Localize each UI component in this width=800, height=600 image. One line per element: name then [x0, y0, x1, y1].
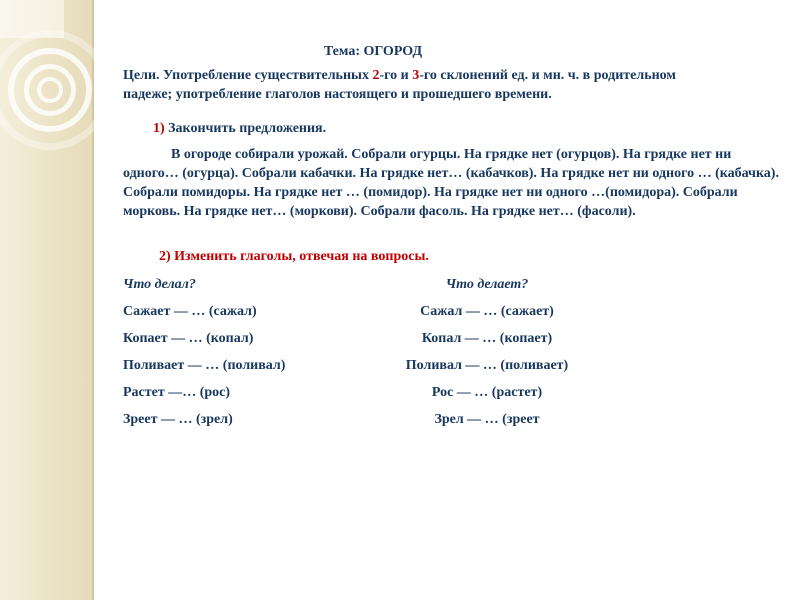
verbs-row — [123, 302, 784, 321]
decorative-ring-small — [37, 77, 63, 103]
verbs-row — [123, 410, 784, 429]
goals-number-3: 3 — [412, 68, 420, 83]
verb-cell-left: Сажает — … (сажал) — [123, 304, 257, 319]
verbs-table — [123, 275, 784, 429]
task2-heading — [159, 247, 784, 266]
verb-cell-right: Зрел — … (зреет — [434, 412, 540, 427]
left-decorative-strip — [0, 0, 94, 600]
goals-number-2: 2 — [372, 68, 380, 83]
verb-cell-left: Растет —… (рос) — [123, 385, 231, 400]
verb-cell-left: Поливает — … (поливал) — [123, 358, 286, 373]
task1-label: Закончить предложения. — [164, 121, 327, 136]
verbs-header-row — [123, 275, 784, 294]
goals-text-part1: Цели. Употребление существительных — [123, 68, 373, 83]
task1-number: 1) — [153, 121, 165, 136]
exercise-paragraph: В огороде собирали урожай. Собрали огурцы. На грядке нет (огурцов). На грядке нет ни одного… (огурца). Собрали кабачки. На грядке нет… (кабачков). На грядке нет ни одного … (кабачка). Собрали помидоры. На грядке нет … (помидор). На грядке нет ни одного …(помидора). Собрали морковь. На грядке нет… (моркови). Собрали фасоль. На грядке нет… (фасоли). — [123, 147, 779, 219]
task2-number: 2) — [159, 249, 171, 264]
verbs-right-header: Что делает? — [445, 277, 529, 292]
verbs-row — [123, 383, 784, 402]
goals-text-part2: -го и — [379, 68, 413, 83]
task1-heading — [153, 119, 784, 138]
verbs-left-header: Что делал? — [123, 277, 196, 292]
verb-cell-left: Копает — … (копал) — [123, 331, 254, 346]
verb-cell-right: Копал — … (копает) — [421, 331, 553, 346]
task2-label: Изменить глаголы, отвечая на вопросы. — [170, 249, 429, 264]
goals-text-part3: -го склонений ед. и мн. ч. в родительном падеже; употребление глаголов настоящего и прошедшего времени. — [123, 68, 676, 102]
slide-title: Тема: ОГОРОД — [323, 44, 423, 59]
verbs-row — [123, 329, 784, 348]
verbs-row — [123, 356, 784, 375]
verb-cell-left: Зреет — … (зрел) — [123, 412, 233, 427]
verb-cell-right: Рос — … (растет) — [431, 385, 543, 400]
goals-paragraph — [123, 66, 691, 104]
slide-content — [96, 0, 800, 600]
verb-cell-right: Сажал — … (сажает) — [420, 304, 554, 319]
verb-cell-right: Поливал — … (поливает) — [405, 358, 569, 373]
